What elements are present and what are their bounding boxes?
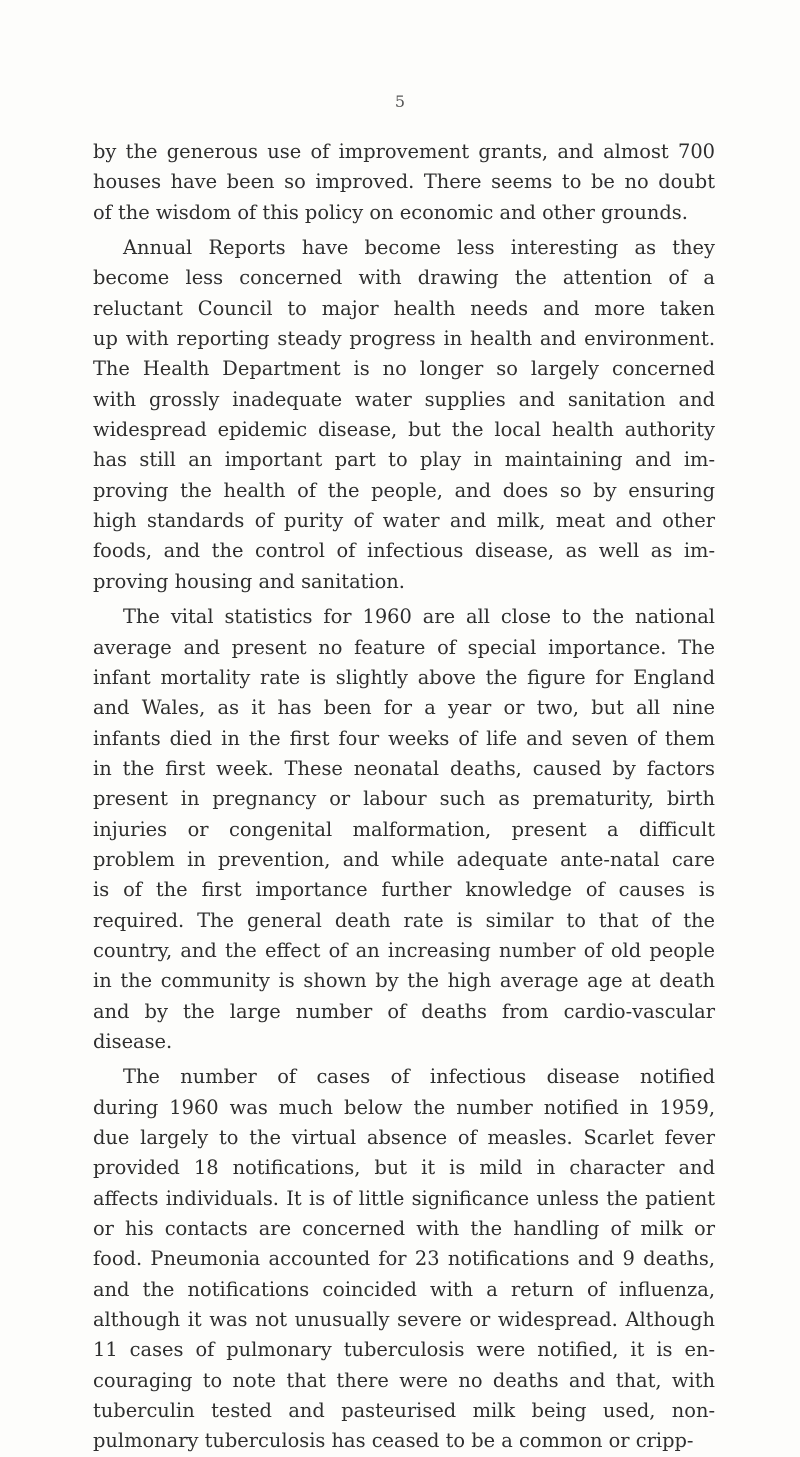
text-line: food. Pneumonia accounted for 23 notifications and 9 deaths, bbox=[93, 1247, 715, 1271]
text-line: by the generous use of improvement grants, and almost 700 bbox=[93, 140, 715, 163]
text-line: present in pregnancy or labour such as prematurity, birth bbox=[93, 787, 715, 811]
text-line: houses have been so improved. There seems to be no doubt bbox=[93, 170, 715, 194]
text-line: due largely to the virtual absence of measles. Scarlet fever bbox=[93, 1126, 715, 1149]
text-line: The Health Department is no longer so largely concerned bbox=[93, 357, 715, 381]
text-line: and by the large number of deaths from cardio-vascular bbox=[93, 999, 715, 1023]
paragraph-1 bbox=[93, 137, 715, 228]
text-line: tuberculin tested and pasteurised milk being used, non- bbox=[93, 1399, 715, 1423]
text-line: with grossly inadequate water supplies and sanitation and bbox=[93, 387, 715, 411]
text-line: proving housing and sanitation. bbox=[93, 569, 405, 593]
text-line: in the community is shown by the high average age at death bbox=[93, 969, 715, 993]
paragraph-2 bbox=[93, 233, 715, 597]
paragraph-4 bbox=[93, 1062, 715, 1456]
text-line: pulmonary tuberculosis has ceased to be a common or cripp- bbox=[93, 1429, 694, 1453]
text-line: affects individuals. It is of little significance unless the patient bbox=[93, 1186, 715, 1210]
text-line: infant mortality rate is slightly above the figure for England bbox=[93, 665, 715, 689]
text-line: provided 18 notifications, but it is mild in character and bbox=[93, 1156, 715, 1180]
text-line: foods, and the control of infectious disease, as well as im- bbox=[93, 539, 715, 563]
text-line: in the first week. These neonatal deaths, caused by factors bbox=[93, 756, 715, 780]
text-line: couraging to note that there were no deaths and that, with bbox=[93, 1368, 715, 1392]
text-line: required. The general death rate is similar to that of the bbox=[93, 908, 715, 932]
text-line: proving the health of the people, and does so by ensuring bbox=[93, 478, 715, 502]
text-line: injuries or congenital malformation, present a difficult bbox=[93, 817, 715, 841]
text-line: during 1960 was much below the number notified in 1959, bbox=[93, 1095, 715, 1119]
page-number: 5 bbox=[394, 92, 406, 111]
text-line: high standards of purity of water and milk, meat and other bbox=[93, 509, 715, 533]
text-line: and the notifications coincided with a return of influenza, bbox=[93, 1277, 715, 1301]
text-line: Annual Reports have become less interesting as they bbox=[123, 236, 715, 260]
text-line: disease. bbox=[93, 1029, 173, 1053]
text-line: infants died in the first four weeks of life and seven of them bbox=[93, 726, 715, 750]
text-line: The number of cases of infectious disease notified bbox=[123, 1065, 715, 1089]
text-line: up with reporting steady progress in health and environment. bbox=[93, 327, 715, 351]
text-line: has still an important part to play in maintaining and im- bbox=[93, 448, 715, 472]
text-line: average and present no feature of special importance. The bbox=[93, 635, 715, 659]
text-line: become less concerned with drawing the attention of a bbox=[93, 266, 715, 290]
text-line: country, and the effect of an increasing number of old people bbox=[93, 938, 715, 962]
text-line: The vital statistics for 1960 are all close to the national bbox=[123, 605, 715, 629]
paragraph-3 bbox=[93, 602, 715, 1057]
text-line: or his contacts are concerned with the handling of milk or bbox=[93, 1217, 715, 1241]
text-line: reluctant Council to major health needs and more taken bbox=[93, 296, 715, 320]
text-line: although it was not unusually severe or widespread. Although bbox=[93, 1308, 715, 1332]
text-line: problem in prevention, and while adequate ante-natal care bbox=[93, 847, 715, 871]
text-line: of the wisdom of this policy on economic and other grounds. bbox=[93, 200, 688, 224]
body-text bbox=[93, 137, 715, 1457]
text-line: is of the first importance further knowledge of causes is bbox=[93, 878, 715, 902]
text-line: widespread epidemic disease, but the local health authority bbox=[93, 418, 715, 442]
text-line: 11 cases of pulmonary tuberculosis were notified, it is en- bbox=[93, 1338, 715, 1362]
text-line: and Wales, as it has been for a year or two, but all nine bbox=[93, 696, 715, 720]
